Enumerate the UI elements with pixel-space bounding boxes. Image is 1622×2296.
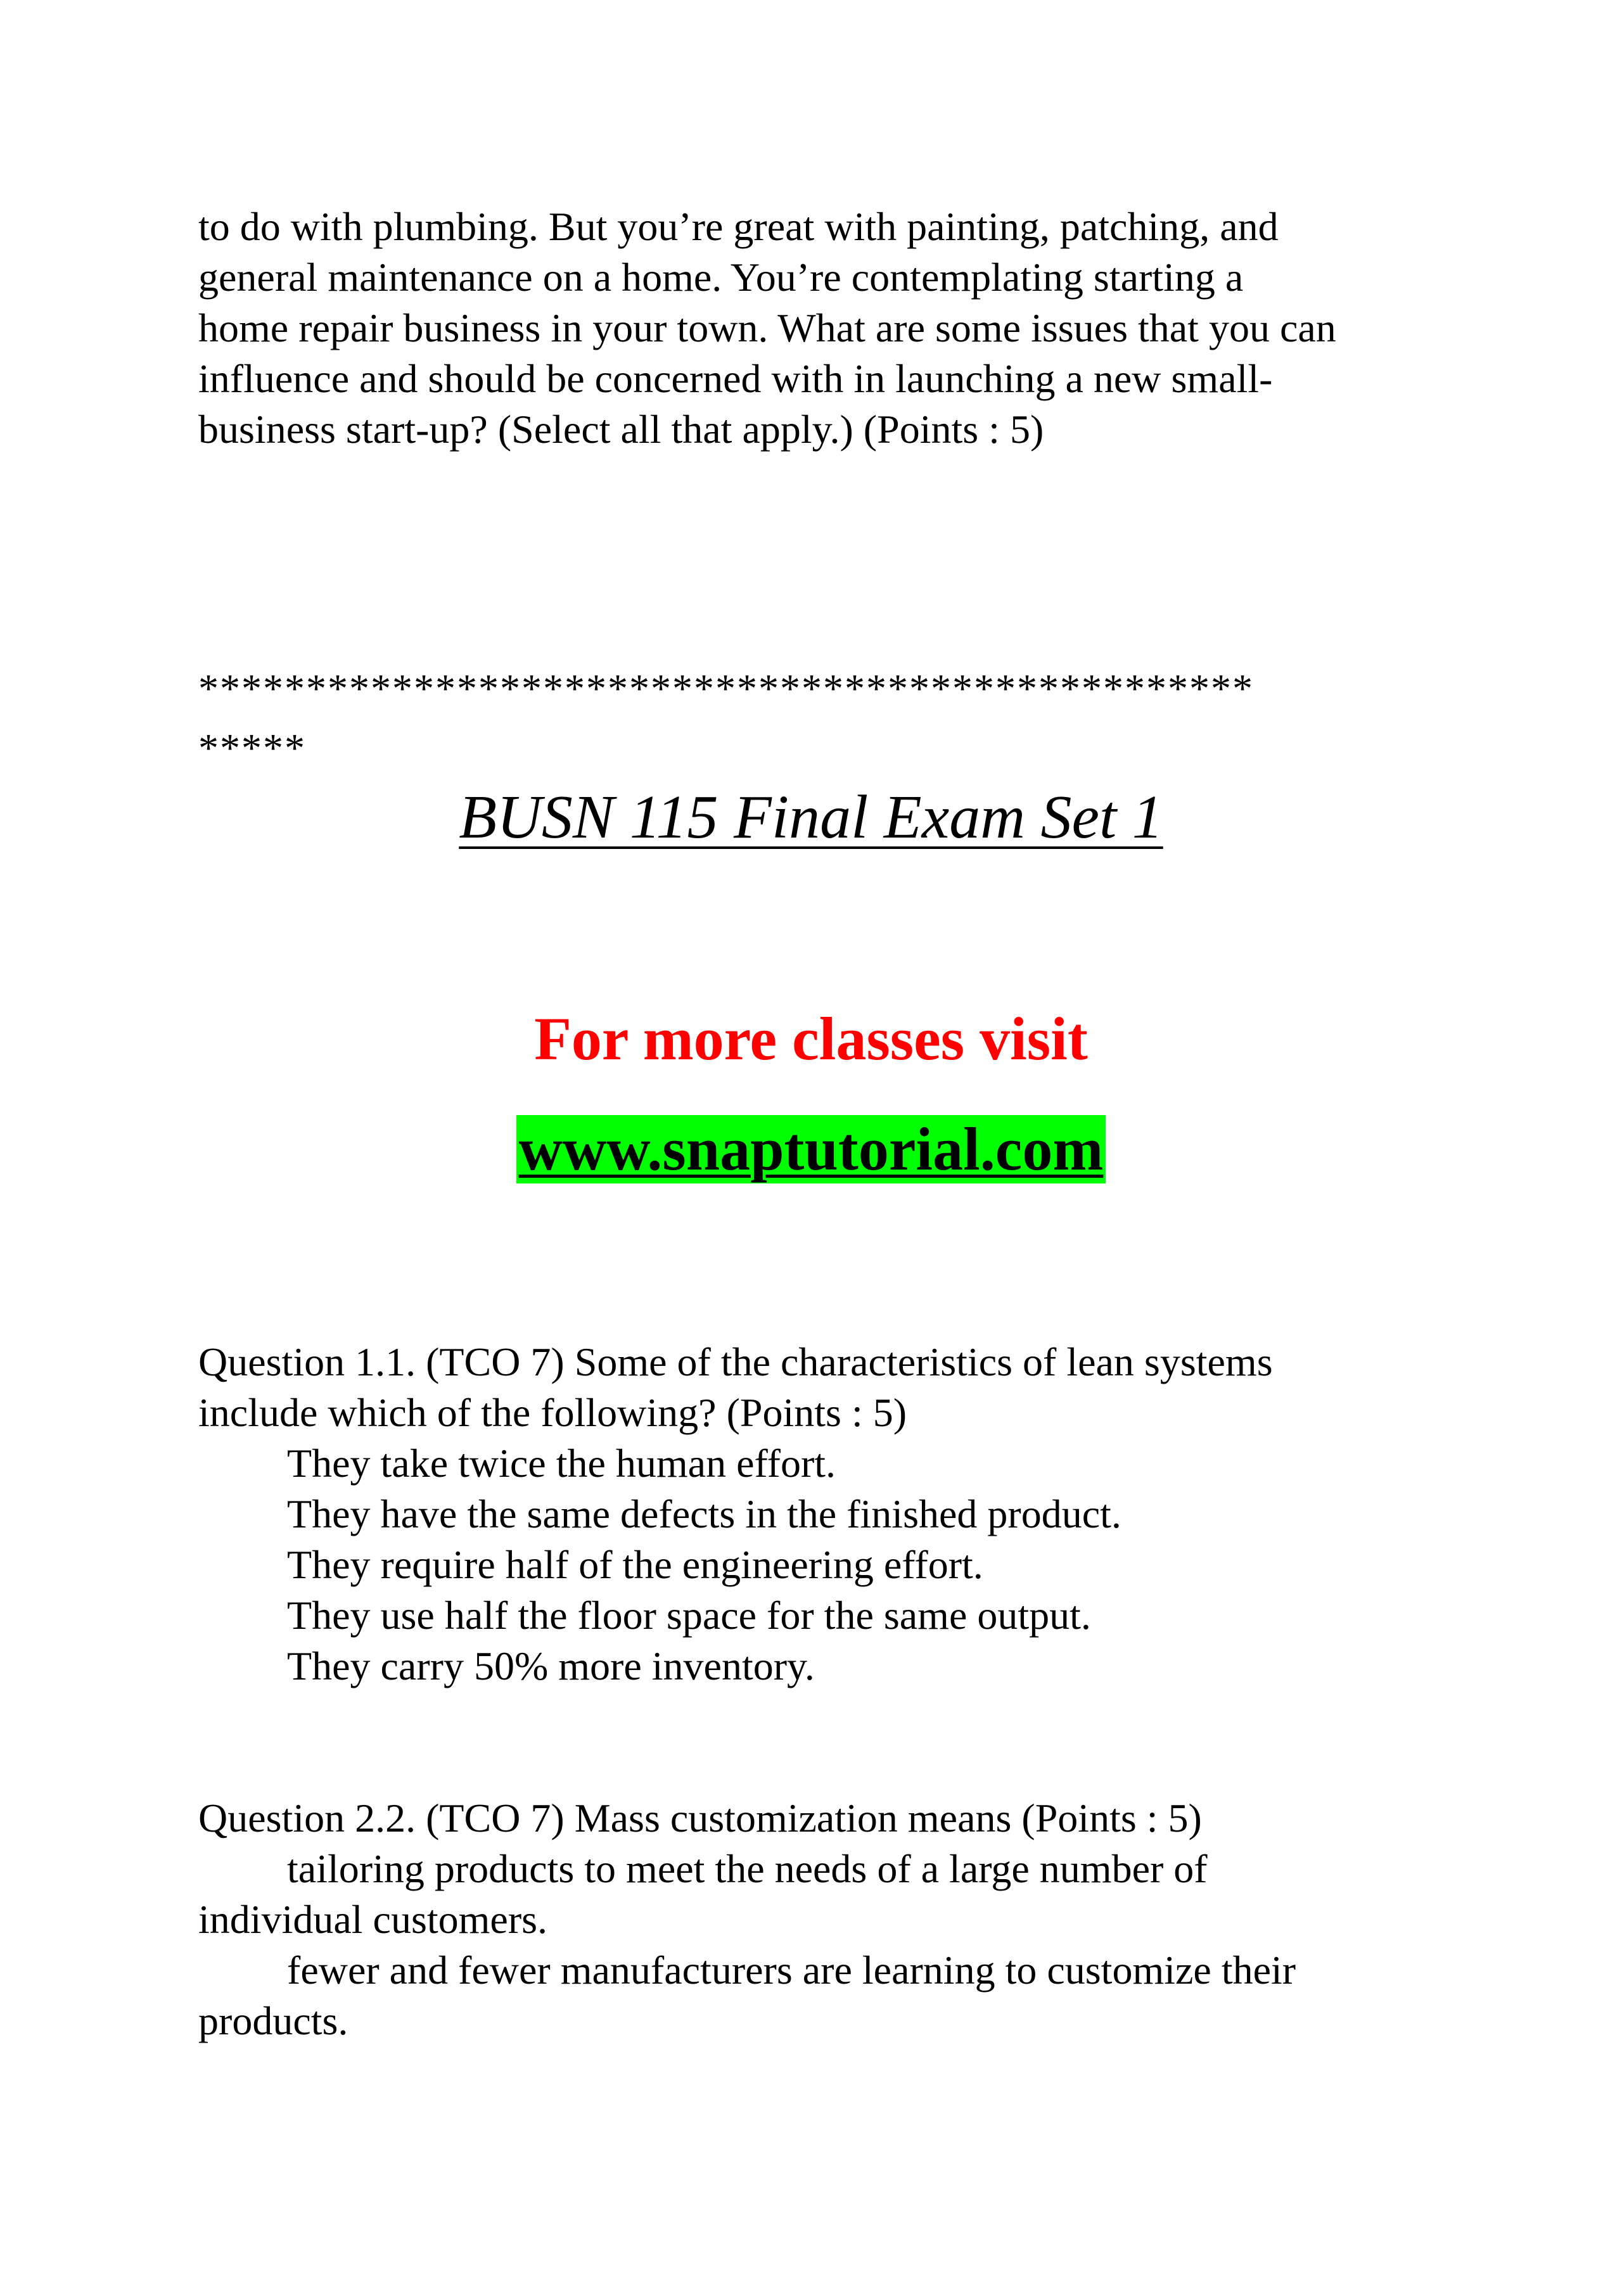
intro-line: influence and should be concerned with in launching a new small- bbox=[198, 356, 1273, 401]
page-title: BUSN 115 Final Exam Set 1 bbox=[459, 783, 1163, 851]
separator-line: ***** bbox=[198, 725, 306, 770]
answer-option[interactable]: They take twice the human effort. bbox=[287, 1441, 836, 1486]
answer-option-line: fewer and fewer manufacturers are learning to customize their bbox=[287, 1948, 1296, 1993]
answer-option[interactable] bbox=[198, 1844, 1440, 1945]
answer-option[interactable]: They have the same defects in the finished product. bbox=[287, 1491, 1121, 1536]
answer-option-line: individual customers. bbox=[198, 1897, 548, 1942]
asterisk-separator bbox=[198, 659, 1440, 778]
question-1 bbox=[198, 1337, 1440, 1692]
answer-option[interactable] bbox=[198, 1945, 1440, 2046]
question-2 bbox=[198, 1793, 1440, 2046]
intro-line: home repair business in your town. What are some issues that you can bbox=[198, 305, 1336, 350]
intro-line: general maintenance on a home. You’re contemplating starting a bbox=[198, 255, 1244, 300]
separator-line: ************************************************* bbox=[198, 666, 1254, 711]
answer-option-line: tailoring products to meet the needs of a large number of bbox=[287, 1846, 1208, 1891]
intro-paragraph bbox=[198, 201, 1440, 455]
snaptutorial-link[interactable]: www.snaptutorial.com bbox=[516, 1115, 1106, 1183]
intro-line: business start-up? (Select all that apply.) (Points : 5) bbox=[198, 407, 1044, 452]
answer-option[interactable]: They carry 50% more inventory. bbox=[287, 1643, 815, 1688]
promo-link-wrap bbox=[0, 1115, 1622, 1183]
question-text: Question 1.1. (TCO 7) Some of the characteristics of lean systems bbox=[198, 1339, 1273, 1384]
intro-line: to do with plumbing. But you’re great with painting, patching, and bbox=[198, 204, 1279, 249]
question-text: include which of the following? (Points : 5) bbox=[198, 1390, 907, 1435]
answer-option-line: products. bbox=[198, 1998, 348, 2043]
answer-option[interactable]: They use half the floor space for the same output. bbox=[287, 1593, 1091, 1638]
answer-option[interactable]: They require half of the engineering effort. bbox=[287, 1542, 983, 1587]
question-text: Question 2.2. (TCO 7) Mass customization means (Points : 5) bbox=[198, 1795, 1202, 1840]
promo-text: For more classes visit bbox=[534, 1005, 1088, 1073]
